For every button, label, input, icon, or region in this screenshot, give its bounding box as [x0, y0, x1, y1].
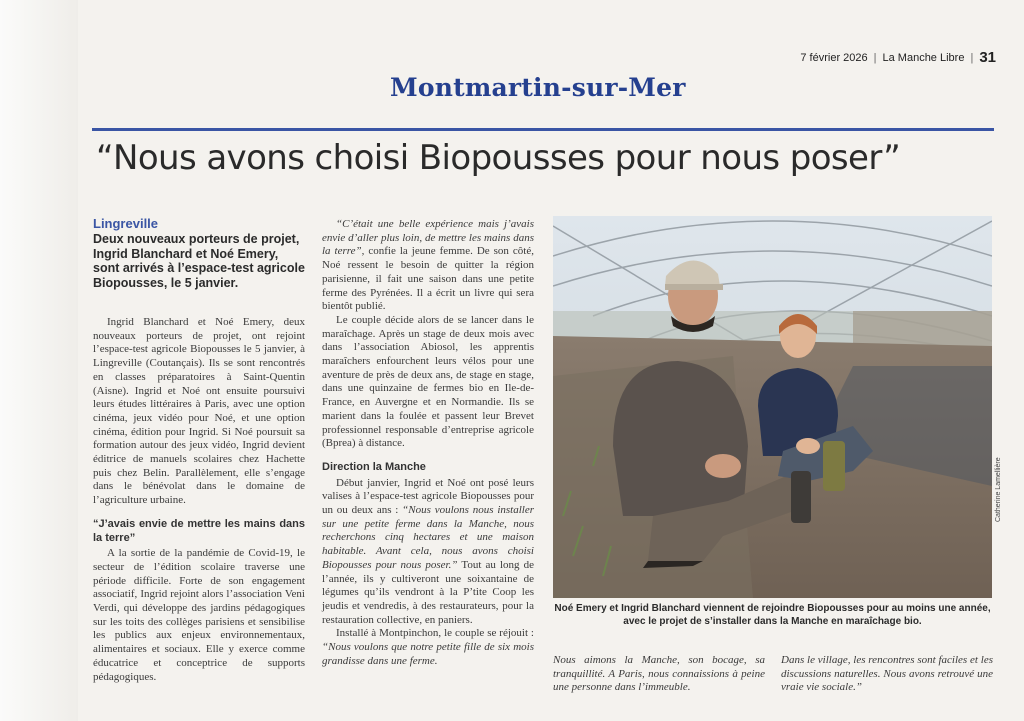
text: Tout au long de l’année, ils y cultiveront une soixantaine de légumes qu’ils vendront à la P’tite Coop les jeudis et vendredis, à des restaurateurs, pour la restauration collective, en paniers. [322, 558, 534, 626]
article-column-4 [781, 654, 993, 695]
header-separator: | [970, 51, 974, 64]
headline-rule [92, 128, 994, 131]
paragraph: A la sortie de la pandémie de Covid-19, le secteur de l’édition scolaire traverse une période difficile. Forte de son engagement associatif, Ingrid rejoint alors l’association Veni Verdi, qui développe des jardins pédagogiques sur les toits des collèges parisiens et sensibilise les publics aux enjeux environnementaux, alimentaires et sociaux. Elle y exerce comme éducatrice et conceptrice de supports pédagogiques. [93, 547, 305, 683]
quote: “Nous voulons nous installer sur une petite ferme dans la Manche, nous recherchons cinq hectares et une maison habitable. Avant cela, nous avons choisi Biopousses pour nous poser.” [322, 504, 534, 571]
kicker: Lingreville [93, 216, 159, 231]
section-title: Montmartin-sur-Mer [390, 73, 686, 102]
paragraph [322, 627, 534, 668]
subhead: Direction la Manche [322, 460, 426, 473]
adjacent-page-edge [0, 0, 78, 721]
issue-date: 7 février 2026 [800, 51, 868, 64]
photo-caption: Noé Emery et Ingrid Blanchard viennent de rejoindre Biopousses pour au moins une année, avec le projet de s’installer dans la Manche en maraîchage bio. [554, 603, 991, 627]
article-column-1 [93, 316, 305, 684]
subhead: “J’avais envie de mettre les mains dans la terre” [93, 517, 305, 544]
quote: “C’était une belle expérience mais j’avais envie d’aller plus loin, de mettre les mains dans la terre”, [322, 218, 534, 258]
header-separator: | [873, 51, 877, 64]
page-header [800, 49, 996, 66]
page-number: 31 [979, 49, 996, 66]
paragraph [322, 218, 534, 314]
paragraph: Le couple décide alors de se lancer dans le maraîchage. Après un stage de deux mois avec dans l’association Abiosol, les apprentis maraîchers enfourchent leurs vélos pour une aventure de près de deux ans, de stage en stage, dans une quinzaine de fermes bio en Ile-de-France, en Auvergne et en Normandie. Ils se marient dans la foulée et passent leur Brevet professionnel responsable d’entreprise agricole (Bprea) à distance. [322, 313, 534, 450]
photo-credit: Catherine Lamellière [995, 457, 1002, 522]
paragraph: Nous aimons la Manche, son bocage, sa tranquillité. A Paris, nous connaissions à peine une personne dans l’immeuble. [553, 654, 765, 694]
text: Installé à Montpinchon, le couple se réjouit : [336, 627, 534, 640]
quote: “Nous voulons que notre petite fille de six mois grandisse dans une ferme. [322, 641, 534, 667]
article-photo [553, 216, 992, 598]
publication-name: La Manche Libre [882, 51, 965, 64]
paragraph [322, 477, 534, 628]
greenhouse-photo-illustration [553, 216, 992, 598]
article-column-3 [553, 654, 765, 695]
paragraph: Dans le village, les rencontres sont faciles et les discussions naturelles. Nous avons retrouvé une vraie vie sociale.” [781, 654, 993, 694]
intro-lede: Deux nouveaux porteurs de projet, Ingrid Blanchard et Noé Emery, sont arrivés à l’espace-test agricole Biopousses, le 5 janvier. [93, 232, 305, 290]
paragraph: Ingrid Blanchard et Noé Emery, deux nouveaux porteurs de projet, ont rejoint l’espace-test agricole Biopousses le 5 janvier, à Lingreville (Coutançais). Ils se sont rencontrés en classes préparatoires à Saint-Quentin (Aisne). Ingrid et Noé ont ensuite poursuivi leurs études littéraires à Paris, avec une option cinéma, jeux vidéo pour Noé, et une option cinéma, édition pour Ingrid. Si Noé poursuit sa formation autour des jeux vidéo, Ingrid devient éditrice de manuels scolaires chez Hachette puis chez Belin. Parallèlement, elle s’engage dans le bénévolat dans le domaine de l’agriculture urbaine. [93, 316, 305, 507]
headline: “Nous avons choisi Biopousses pour nous poser” [96, 138, 901, 178]
text: Début janvier, Ingrid et Noé ont posé leurs valises à l’espace-test agricole Biopousses pour un ou deux ans : [322, 476, 534, 517]
text: confie la jeune femme. De son côté, Noé ressent le besoin de quitter la région parisienne, il fait une saison dans une petite ferme des Pyrénées. Il a écrit un livre qui sera bientôt publié. [322, 245, 534, 313]
article-column-2 [322, 218, 534, 669]
